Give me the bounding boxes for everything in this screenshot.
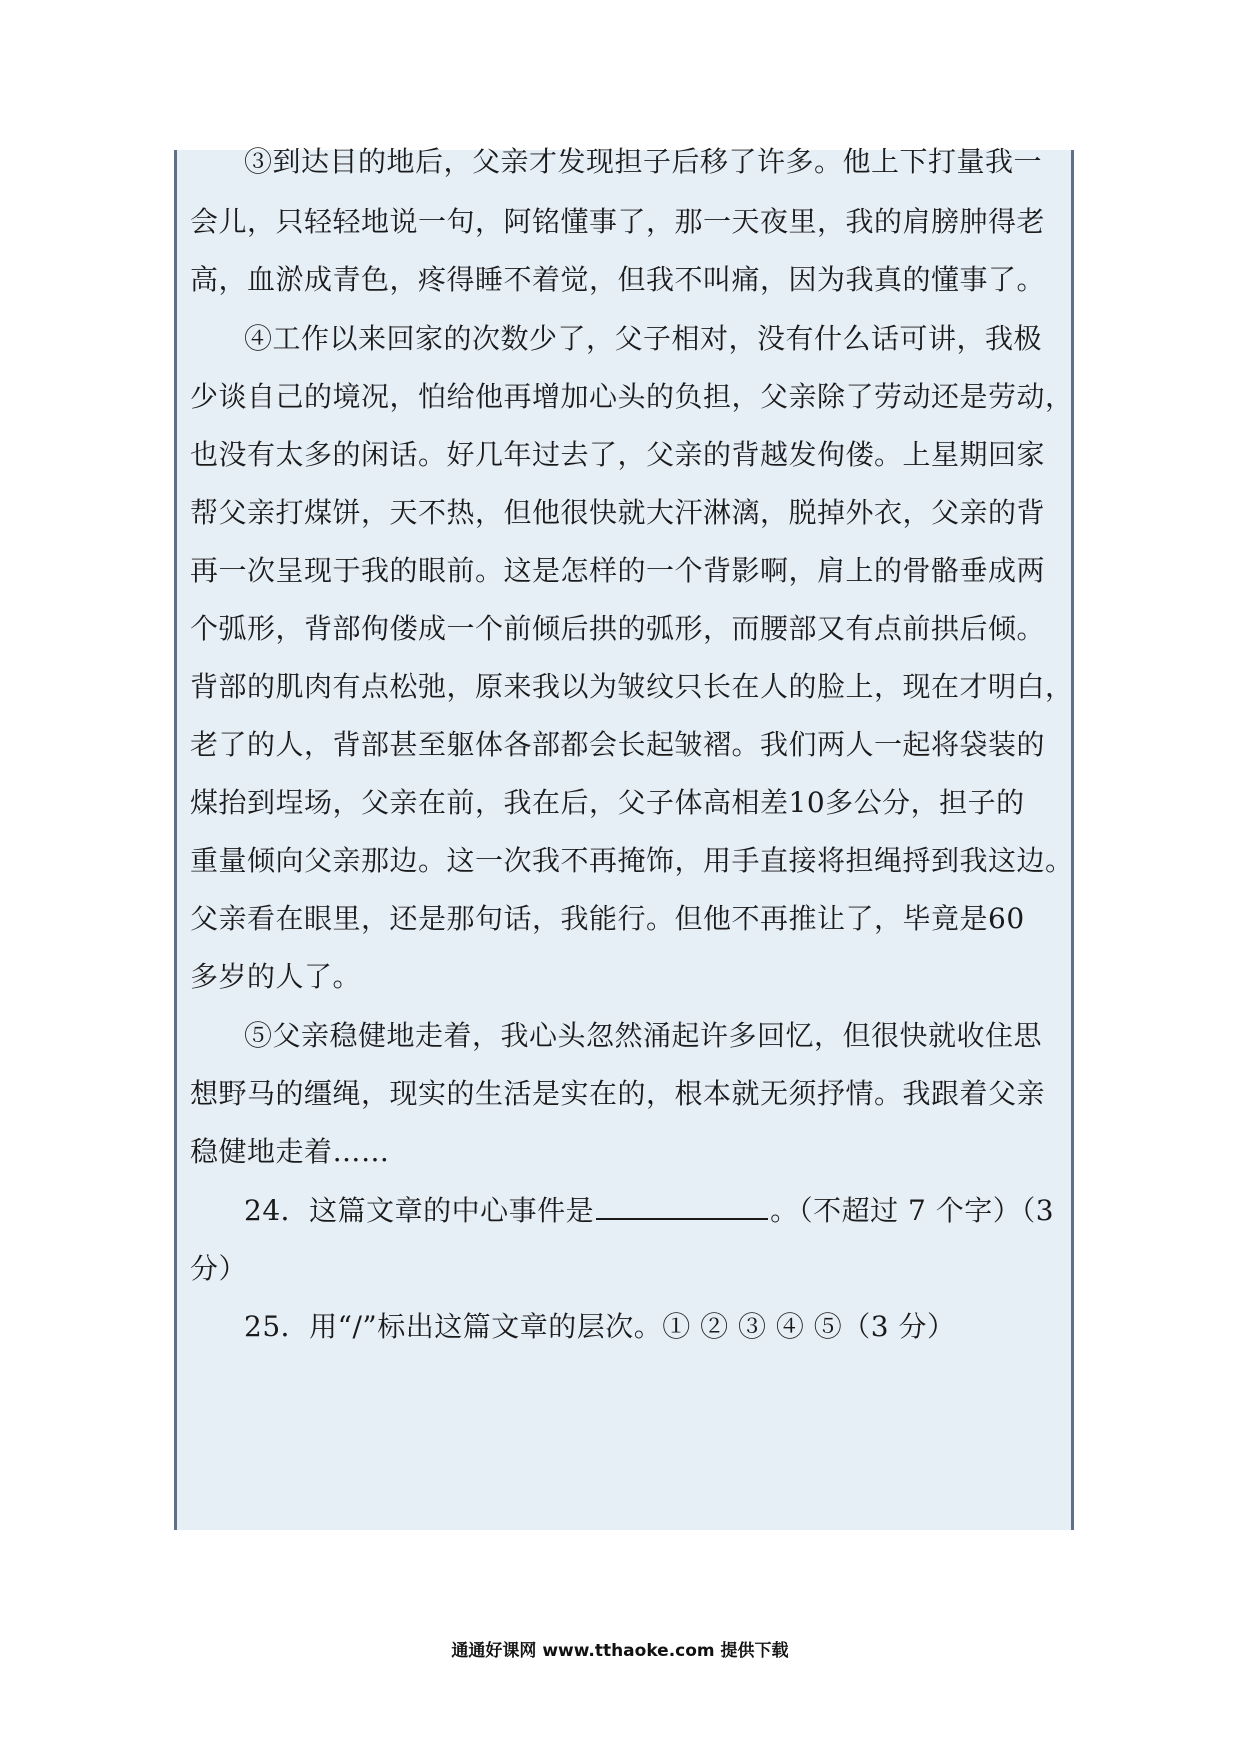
paragraph-3-line-1: ③到达目的地后，父亲才发现担子后移了许多。他上下打量我一 <box>244 145 1043 178</box>
paragraph-3-line-2: 会儿，只轻轻地说一句，阿铭懂事了，那一天夜里，我的肩膀肿得老 <box>190 205 1046 238</box>
footer-credit: 通通好课网 www.tthaoke.com 提供下载 <box>451 1641 789 1661</box>
question-24-note: 。（不超过 7 个字）（3 <box>770 1194 1055 1227</box>
paragraph-4-line-7: 背部的肌肉有点松弛，原来我以为皱纹只长在人的脸上，现在才明白， <box>190 670 1074 703</box>
paragraph-4-line-9: 煤抬到埕场，父亲在前，我在后，父子体高相差10多公分，担子的 <box>190 786 1025 819</box>
question-24-prompt: 24．这篇文章的中心事件是 <box>244 1194 595 1227</box>
paragraph-4-line-11: 父亲看在眼里，还是那句话，我能行。但他不再推让了，毕竟是60 <box>190 902 1025 935</box>
question-24-line-2: 分） <box>190 1252 248 1285</box>
paragraph-4-line-5: 再一次呈现于我的眼前。这是怎样的一个背影啊，肩上的骨骼垂成两 <box>190 554 1046 587</box>
paragraph-4-line-6: 个弧形，背部佝偻成一个前倾后拱的弧形，而腰部又有点前拱后倾。 <box>190 612 1046 645</box>
paragraph-5-line-2: 想野马的缰绳，现实的生活是实在的，根本就无须抒情。我跟着父亲 <box>190 1077 1046 1110</box>
paragraph-4-line-2: 少谈自己的境况，怕给他再增加心头的负担，父亲除了劳动还是劳动， <box>190 380 1074 413</box>
paragraph-5-line-1: ⑤父亲稳健地走着，我心头忽然涌起许多回忆，但很快就收住思 <box>244 1019 1043 1052</box>
question-25: 25．用“/”标出这篇文章的层次。① ② ③ ④ ⑤（3 分） <box>244 1310 956 1343</box>
paragraph-4-line-4: 帮父亲打煤饼，天不热，但他很快就大汗淋漓，脱掉外衣，父亲的背 <box>190 496 1046 529</box>
paragraph-4-line-3: 也没有太多的闲话。好几年过去了，父亲的背越发佝偻。上星期回家 <box>190 438 1046 471</box>
answer-blank[interactable] <box>596 1194 768 1220</box>
paragraph-3-line-3: 高，血淤成青色，疼得睡不着觉，但我不叫痛，因为我真的懂事了。 <box>190 263 1046 296</box>
paragraph-4-line-12: 多岁的人了。 <box>190 960 362 993</box>
paragraph-4-line-8: 老了的人，背部甚至躯体各部都会长起皱褶。我们两人一起将袋装的 <box>190 728 1046 761</box>
question-24 <box>244 1194 1060 1228</box>
paragraph-5-line-3: 稳健地走着…… <box>190 1135 390 1168</box>
paragraph-4-line-1: ④工作以来回家的次数少了，父子相对，没有什么话可讲，我极 <box>244 322 1043 355</box>
paragraph-4-line-10: 重量倾向父亲那边。这一次我不再掩饰，用手直接将担绳捋到我这边。 <box>190 844 1074 877</box>
